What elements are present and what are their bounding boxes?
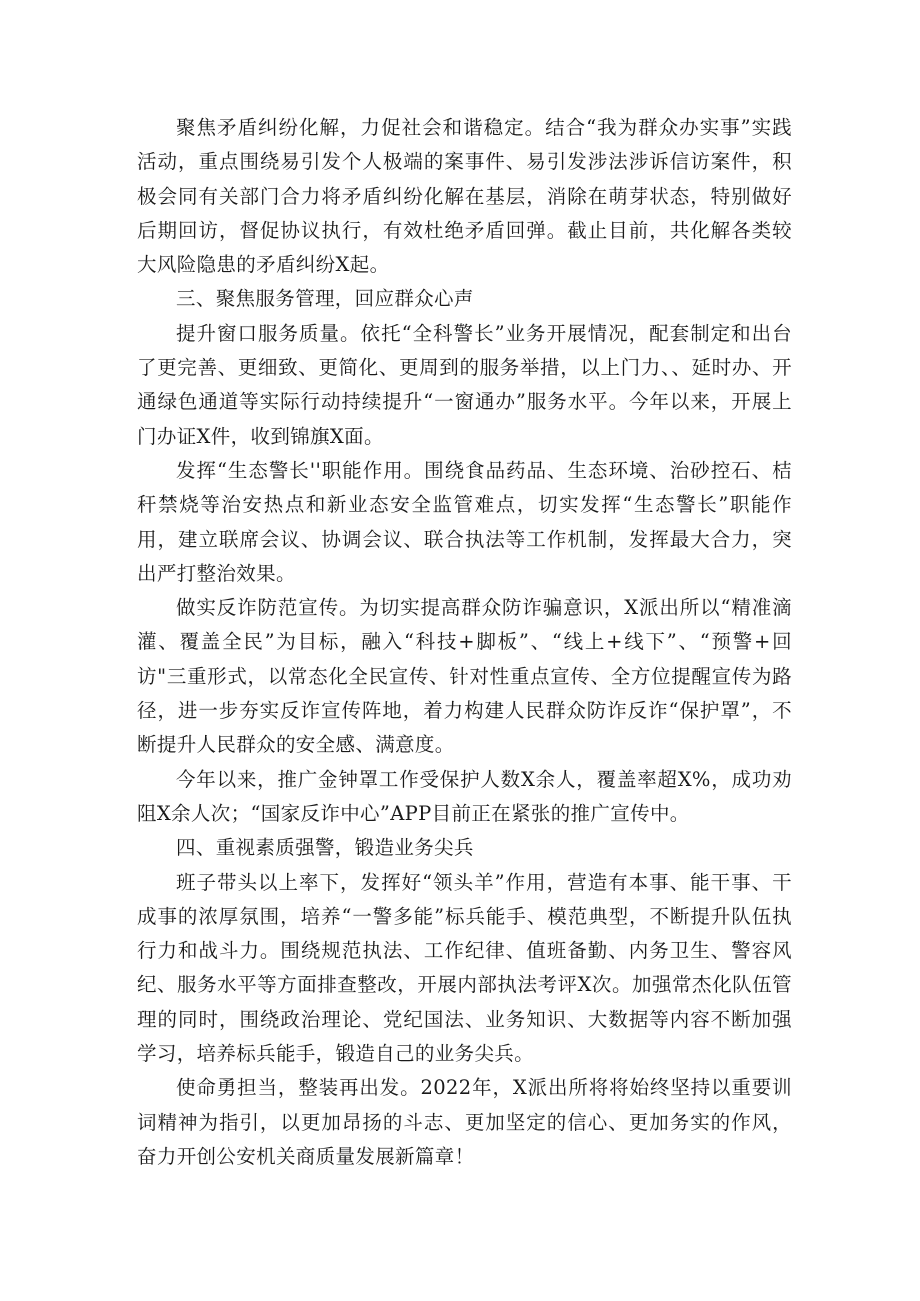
paragraph-ecology-sheriff: 发挥“生态警长''职能作用。围绕食品药品、生态环境、治砂控石、桔秆禁烧等治安热点和新业态安全监管难点，切实发挥“生态警长”职能作用，建立联席会议、协调会议、联合执法等工作机制，发挥最大合力，突出严打整治效果。 <box>137 458 792 585</box>
paragraph-team-leadership: 班子带头以上率下，发挥好“领头羊”作用，营造有本事、能干事、干成事的浓厚氛围，培养“一警多能”标兵能手、模范典型，不断提升队伍执行力和战斗力。围绕规范执法、工作纪律、值班备勤、内务卫生、警容风纪、服务水平等方面排查整改，开展内部执法考评X次。加强常杰化队伍管理的同时，围绕政治理论、党纪国法、业务知识、大数据等内容不断加强学习，培养标兵能手，锻造自己的业务尖兵。 <box>137 870 792 1066</box>
paragraph-window-service: 提升窗口服务质量。依托“全科警长”业务开展情况，配套制定和出台了更完善、更细致、更简化、更周到的服务举措，以上门力、、延时办、开通绿色通道等实际行动持续提升“一窗通办”服务水平。今年以来，开展上门办证X件，收到锦旗X面。 <box>137 321 792 448</box>
paragraph-closing: 使命勇担当，整装再出发。2022年，X派出所将将始终坚持以重要训词精神为指引，以更加昂扬的斗志、更加坚定的信心、更加务实的作风，奋力开创公安机关商质量发展新篇章！ <box>137 1076 792 1168</box>
paragraph-anti-fraud: 做实反诈防范宣传。为切实提高群众防诈骗意识，X派出所以“精准滴灌、覆盖全民”为目标，融入“科技+脚板”、“线上+线下”、“预警+回访"三重形式，以常态化全民宣传、针对性重点宣传、全方位提醒宣传为路径，进一步夯实反诈宣传阵地，着力构建人民群众防诈反诈“保护罩”，不断提升人民群众的安全感、满意度。 <box>137 596 792 757</box>
section-heading-3: 三、聚焦服务管理，回应群众心声 <box>176 287 474 311</box>
section-heading-4: 四、重视素质强警，锻造业务尖兵 <box>176 836 474 860</box>
paragraph-dispute-resolution: 聚焦矛盾纠纷化解，力促社会和谐稳定。结合“我为群众办实事”实践活动，重点围绕易引发个人极端的案事件、易引发涉法涉诉信访案件，积极会同有关部门合力将矛盾纠纷化解在基层，消除在萌芽状态，特别做好后期回访，督促协议执行，有效杜绝矛盾回弹。截止目前，共化解各类较大风险隐患的矛盾纠纷X起。 <box>137 116 792 277</box>
paragraph-anti-fraud-results: 今年以来，推广金钟罩工作受保护人数X余人，覆盖率超X%，成功劝阻X余人次；“国家反诈中心”APP目前正在紧张的推广宣传中。 <box>137 767 792 825</box>
